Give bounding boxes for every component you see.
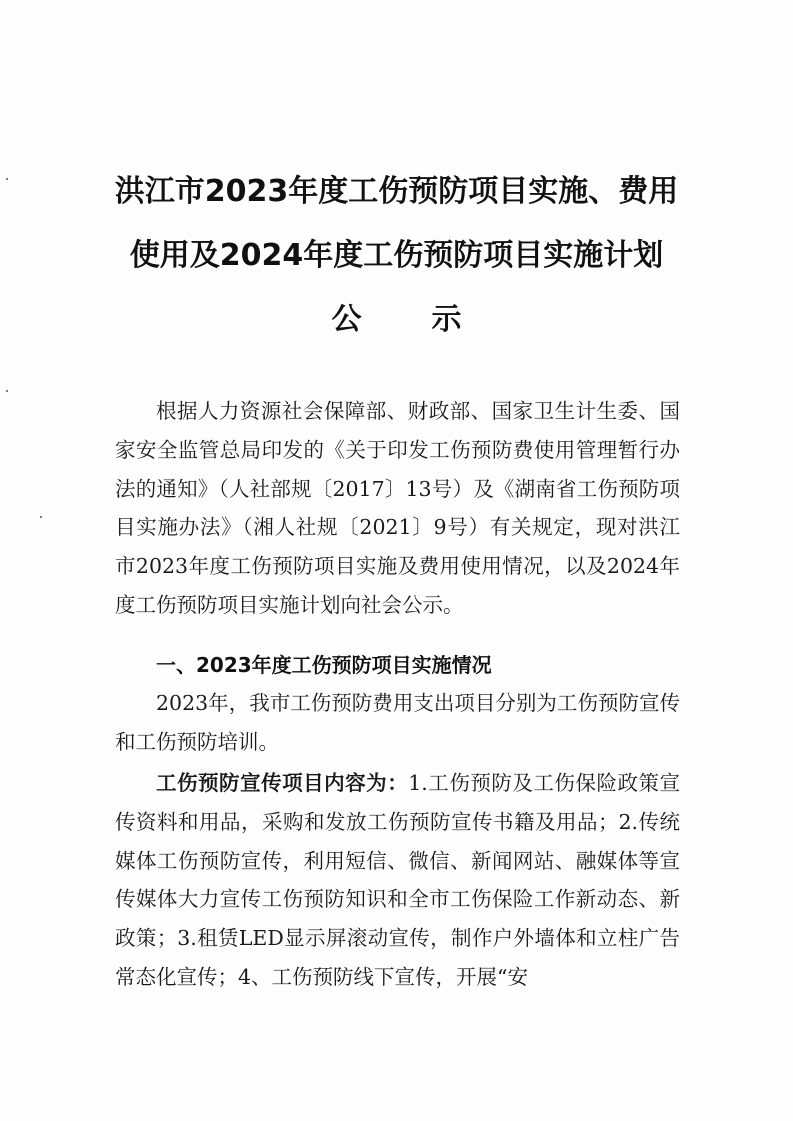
- paragraph-body: 1.工伤预防及工伤保险政策宣传资料和用品，采购和发放工伤预防宣传书籍及用品；2.传统媒体工伤预防宣传，利用短信、微信、新闻网站、融媒体等宣传媒体大力宣传工伤预防知识和全市工伤保险工作新动态、新政策；3.租赁LED显示屏滚动宣传，制作户外墙体和立柱广告常态化宣传；4、工伤预防线下宣传，开展“安: [115, 771, 680, 989]
- document-title-line-2: 使用及2024年度工伤预防项目实施计划: [129, 238, 664, 273]
- section-heading-1: 一、2023年度工伤预防项目实施情况: [156, 653, 492, 677]
- document-title-line-3: 公示: [331, 302, 532, 337]
- intro-paragraph: 根据人力资源社会保障部、财政部、国家卫生计生委、国家安全监管总局印发的《关于印发工伤预防费使用管理暂行办法的通知》（人社部规〔2017〕13号）及《湖南省工伤预防项目实施办法》（湘人社规〔2021〕9号）有关规定，现对洪江市2023年度工伤预防项目实施及费用使用情况，以及2024年度工伤预防项目实施计划向社会公示。: [115, 399, 680, 617]
- paragraph-publicity-items: [115, 764, 680, 997]
- paragraph-lead-bold: 工伤预防宣传项目内容为：: [156, 771, 409, 795]
- scan-speck: [40, 516, 42, 518]
- scan-speck: [6, 390, 8, 392]
- paragraph-2023-summary: 2023年，我市工伤预防费用支出项目分别为工伤预防宣传和工伤预防培训。: [115, 691, 680, 754]
- document-title-line-1: 洪江市2023年度工伤预防项目实施、费用: [114, 174, 679, 209]
- scan-speck: [6, 178, 8, 180]
